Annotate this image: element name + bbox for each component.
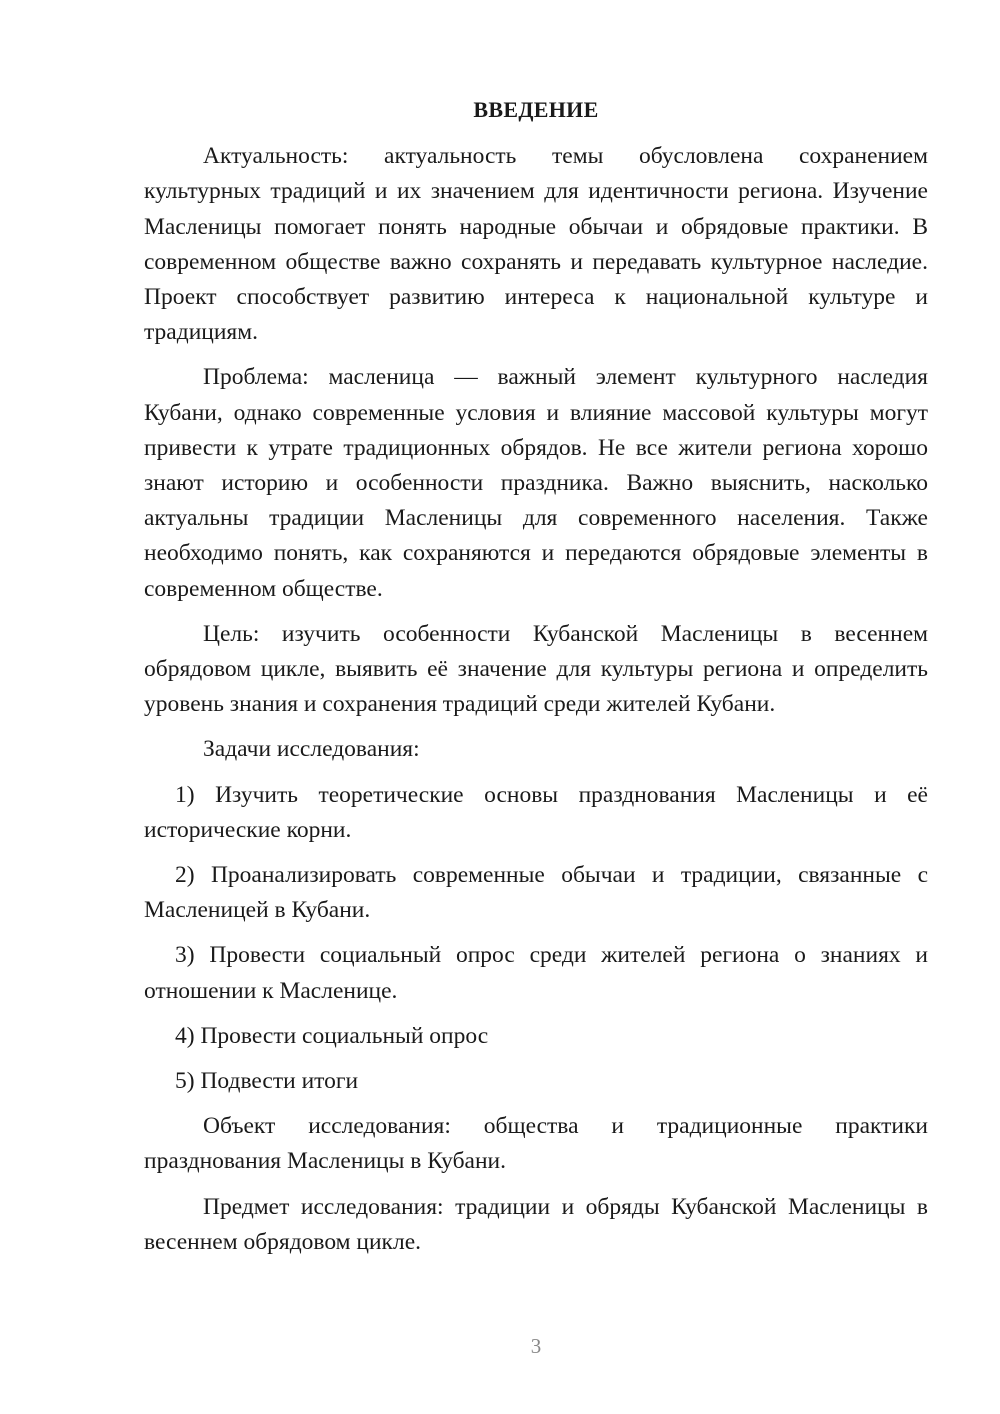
task-item-3: 3) Провести социальный опрос среди жителей региона о знаниях и отношении к Масленице. xyxy=(144,942,928,1004)
page-title: ВВЕДЕНИЕ xyxy=(473,97,599,122)
task-item-1: 1) Изучить теоретические основы празднования Масленицы и её исторические корни. xyxy=(144,781,928,843)
page-number: 3 xyxy=(530,1334,542,1358)
tasks-heading: Задачи исследования: xyxy=(203,736,420,763)
paragraph-relevance: Актуальность: актуальность темы обусловлена сохранением культурных традиций и их значением для идентичности региона. Изучение Масленицы помогает понять народные обычаи и обрядовые практики. В современном обществе важно сохранять и передавать культурное наследие. Проект способствует развитию интереса к национальной культуре и традициям. xyxy=(144,143,928,346)
task-item-4: 4) Провести социальный опрос xyxy=(175,1022,489,1049)
task-item-5: 5) Подвести итоги xyxy=(175,1068,359,1095)
paragraph-problem: Проблема: масленица — важный элемент культурного наследия Кубани, однако современные условия и влияние массовой культуры могут привести к утрате традиционных обрядов. Не все жители региона хорошо знают историю и особенности праздника. Важно выяснить, насколько актуальны традиции Масленицы для современного населения. Также необходимо понять, как сохраняются и передаются обрядовые элементы в современном обществе. xyxy=(144,364,928,602)
paragraph-object: Объект исследования: общества и традиционные практики празднования Масленицы в Кубани. xyxy=(144,1113,928,1175)
paragraph-subject: Предмет исследования: традиции и обряды Кубанской Масленицы в весеннем обрядовом цикле. xyxy=(144,1193,928,1255)
task-item-2: 2) Проанализировать современные обычаи и традиции, связанные с Масленицей в Кубани. xyxy=(144,862,928,924)
paragraph-goal: Цель: изучить особенности Кубанской Масленицы в весеннем обрядовом цикле, выявить её значение для культуры региона и определить уровень знания и сохранения традиций среди жителей Кубани. xyxy=(144,620,928,718)
page-content xyxy=(144,92,928,1270)
